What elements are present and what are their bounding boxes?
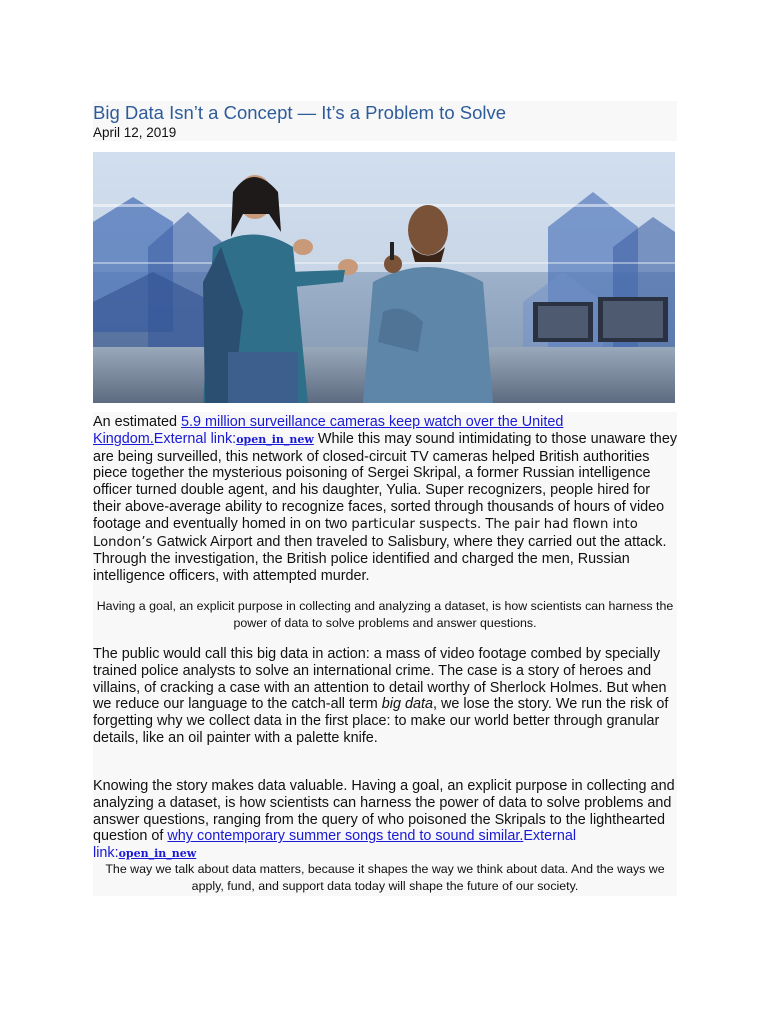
italic-term: big data [381, 696, 433, 713]
hero-image [93, 152, 675, 403]
summer-songs-link[interactable]: why contemporary summer songs tend to sound similar. [167, 828, 524, 845]
paragraph-text: atwick Airport and then traveled to Salisbury, where they carried out the attack. Through the investigation, the British police identified and charged the men, Russian intelligence officers, with attempted murder. [93, 533, 667, 585]
pull-quote-goal: Having a goal, an explicit purpose in collecting and analyzing a dataset, is how scientists can harness the power of data to solve problems and answer questions. [96, 599, 674, 630]
surveillance-cameras-link[interactable]: 5.9 million surveillance cameras keep watch over the United Kingdom. [93, 414, 564, 447]
paragraph-surveillance [93, 414, 677, 585]
article-date: April 12, 2019 [93, 125, 177, 140]
open-in-new-icon[interactable]: open_in_new [236, 432, 314, 446]
paragraph-text: , we lose the story. We run the risk of forgetting why we collect data in the first place: to make our world better through granular details, like an oil painter with a palette knife. [93, 696, 669, 746]
external-link-label: External link: [93, 828, 577, 862]
external-link-label: External link: [153, 430, 237, 447]
paragraph-text: An estimated [93, 414, 181, 430]
article-header [93, 101, 677, 141]
paragraph-text: While this may sound intimidating to those unaware they are being surveilled, this network of closed-circuit TV cameras helped British authorities piece together the mysterious poisoning of Sergei Skripal, a former Russian intelligence officer turned double agent, and his daughter, Yulia. Super recognizers, people hired for their above-average ability to recognize faces, sorted through thousands of hours of video footage and eventually homed in on two [93, 430, 678, 532]
article-body [93, 412, 677, 896]
paragraph-story [93, 778, 677, 863]
paragraph-text: Knowing the story makes data valuable. Having a goal, an explicit purpose in collecting and analyzing a dataset, is how scientists can harness the power of data to solve problems and answer questions, ranging from the query of who poisoned the Skripals to the lighthearted question of [93, 778, 675, 845]
open-in-new-icon[interactable]: open_in_new [118, 847, 197, 861]
article-title: Big Data Isn’t a Concept — It’s a Problem to Solve [93, 102, 507, 123]
paragraph-text: particular suspects. The pair had flown into London’s G [93, 516, 638, 550]
pull-quote-future: The way we talk about data matters, because it shapes the way we think about data. And the ways we apply, fund, and support data today will shape the future of our society. [105, 862, 665, 893]
paragraph-text: The public would call this big data in action: a mass of video footage combed by specially trained police analysts to solve an international crime. The case is a story of heroes and villains, of cracking a case with an attention to detail worthy of Sherlock Holmes. But when we reduce our language to the catch-all term [93, 646, 667, 713]
paragraph-big-data [93, 646, 677, 747]
